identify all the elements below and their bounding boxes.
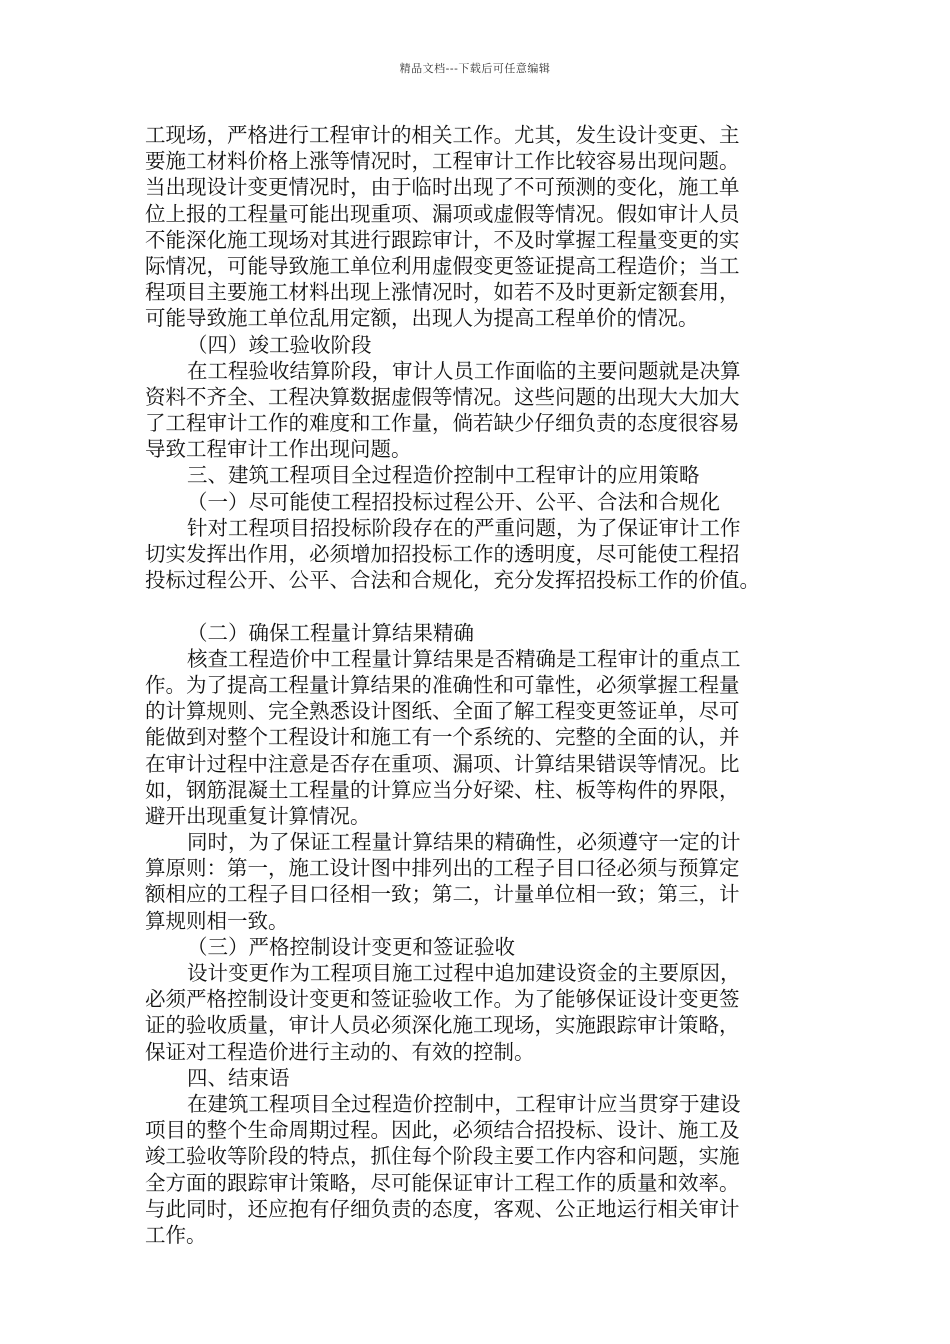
text-line: 导致工程审计工作出现问题。: [145, 437, 412, 462]
text-line: 如，钢筋混凝土工程量的计算应当分好梁、柱、板等构件的界限，: [145, 777, 740, 802]
text-line: 了工程审计工作的难度和工作量，倘若缺少仔细负责的态度很容易: [145, 411, 740, 436]
paragraph-first-line: 针对工程项目招投标阶段存在的严重问题，为了保证审计工作: [187, 515, 741, 540]
text-line: 工现场，严格进行工程审计的相关工作。尤其，发生设计变更、主: [145, 123, 740, 147]
text-line: 额相应的工程子目口径相一致；第二，计量单位相一致；第三，计: [145, 882, 740, 907]
paragraph-first-line: 设计变更作为工程项目施工过程中追加建设资金的主要原因，: [187, 961, 741, 985]
text-line: 程项目主要施工材料出现上涨情况时，如若不及时更新定额套用，: [145, 280, 740, 305]
section-heading: （四）竣工验收阶段: [187, 332, 372, 357]
text-line: 证的验收质量，审计人员必须深化施工现场，实施跟踪审计策略，: [145, 1013, 740, 1038]
section-heading: 三、建筑工程项目全过程造价控制中工程审计的应用策略: [187, 463, 700, 488]
text-line: 不能深化施工现场对其进行跟踪审计，不及时掌握工程量变更的实: [145, 227, 740, 252]
text-line: 的计算规则、完全熟悉设计图纸、全面了解工程变更签证单，尽可: [145, 699, 740, 724]
text-line: 要施工材料价格上涨等情况时，工程审计工作比较容易出现问题。: [145, 149, 740, 174]
text-line: 作。为了提高工程量计算结果的准确性和可靠性，必须掌握工程量: [145, 672, 740, 697]
text-line: 际情况，可能导致施工单位利用虚假变更签证提高工程造价；当工: [145, 253, 740, 278]
section-heading: （二）确保工程量计算结果精确: [187, 620, 474, 645]
text-line: 资料不齐全、工程决算数据虚假等情况。这些问题的出现大大加大: [145, 384, 740, 409]
text-line: 位上报的工程量可能出现重项、漏项或虚假等情况。假如审计人员: [145, 201, 740, 226]
text-line: 保证对工程造价进行主动的、有效的控制。: [145, 1039, 535, 1064]
text-line: 必须严格控制设计变更和签证验收工作。为了能够保证设计变更签: [145, 987, 740, 1012]
text-line: 工作。: [145, 1222, 207, 1247]
paragraph-first-line: 在建筑工程项目全过程造价控制中，工程审计应当贯穿于建设: [187, 1091, 741, 1116]
text-line: 全方面的跟踪审计策略，尽可能保证审计工程工作的质量和效率。: [145, 1170, 740, 1195]
section-heading: （三）严格控制设计变更和签证验收: [187, 934, 515, 959]
text-line: 能做到对整个工程设计和施工有一个系统的、完整的全面的认，并: [145, 725, 740, 750]
text-line: 避开出现重复计算情况。: [145, 803, 371, 828]
text-line: 算原则：第一，施工设计图中排列出的工程子目口径必须与预算定: [145, 856, 740, 881]
text-line: 投标过程公开、公平、合法和合规化，充分发挥招投标工作的价值。: [145, 568, 760, 593]
blank-line: [145, 593, 809, 619]
text-line: 算规则相一致。: [145, 908, 289, 933]
paragraph-first-line: 核查工程造价中工程量计算结果是否精确是工程审计的重点工: [187, 646, 741, 671]
text-line: 当出现设计变更情况时，由于临时出现了不可预测的变化，施工单: [145, 175, 740, 200]
text-line: 项目的整个生命周期过程。因此，必须结合招投标、设计、施工及: [145, 1118, 740, 1143]
section-heading: 四、结束语: [187, 1065, 290, 1090]
paragraph-first-line: 在工程验收结算阶段，审计人员工作面临的主要问题就是决算: [187, 358, 741, 383]
document-body: [145, 122, 809, 1248]
text-line: 与此同时，还应抱有仔细负责的态度，客观、公正地运行相关审计: [145, 1196, 740, 1221]
paragraph-first-line: 同时，为了保证工程量计算结果的精确性，必须遵守一定的计: [187, 830, 741, 855]
text-line: 切实发挥出作用，必须增加招投标工作的透明度，尽可能使工程招: [145, 542, 740, 566]
text-line: 可能导致施工单位乱用定额，出现人为提高工程单价的情况。: [145, 306, 699, 331]
section-heading: （一）尽可能使工程招投标过程公开、公平、合法和合规化: [187, 489, 720, 514]
page-header: 精品文档---下载后可任意编辑: [399, 62, 551, 75]
text-line: 竣工验收等阶段的特点，抓住每个阶段主要工作内容和问题，实施: [145, 1144, 740, 1169]
text-line: 在审计过程中注意是否存在重项、漏项、计算结果错误等情况。比: [145, 751, 740, 776]
